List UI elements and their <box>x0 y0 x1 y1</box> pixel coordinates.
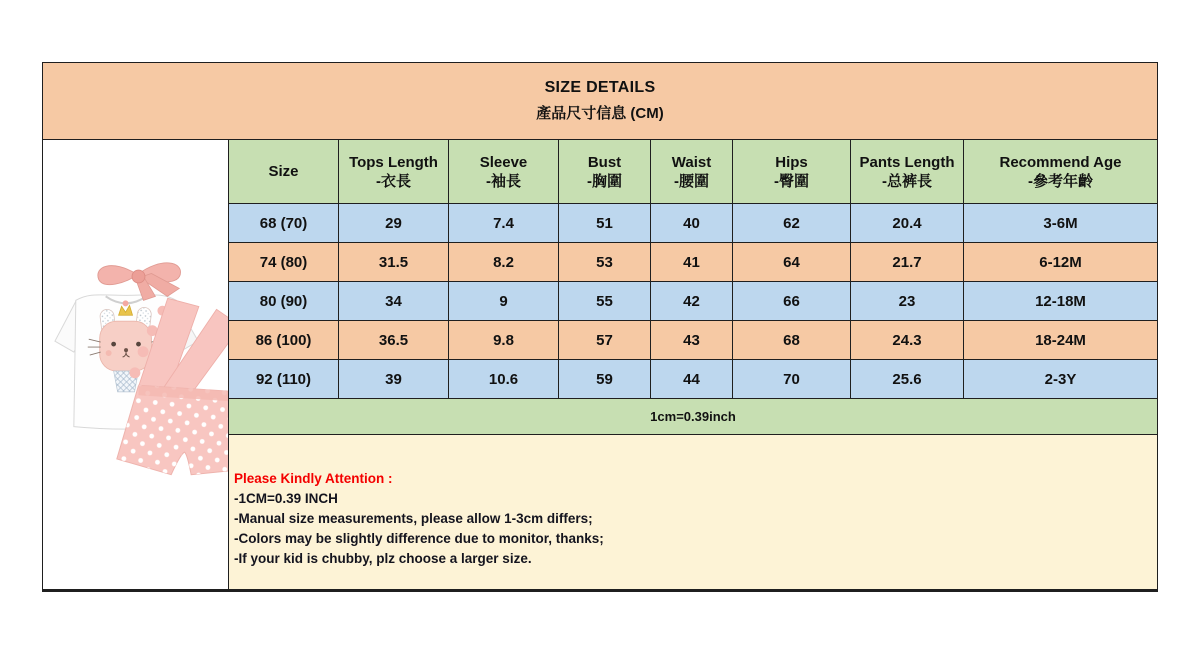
table-cell: 39 <box>339 360 449 398</box>
table-cell: 68 <box>733 321 851 359</box>
col-header-sleeve: Sleeve -袖長 <box>449 140 559 203</box>
table-cell: 2-3Y <box>1044 370 1077 388</box>
table-cell: 36.5 <box>339 321 449 359</box>
attention-line: -Colors may be slightly difference due to monitor, thanks; <box>234 531 604 546</box>
table-cell: 20.4 <box>851 204 964 242</box>
table-cell: 80 (90) <box>229 282 339 320</box>
col-header-recommend-age: Recommend Age -參考年齡 <box>999 153 1122 190</box>
table-row <box>229 360 1157 399</box>
table-cell: 18-24M <box>1035 331 1086 349</box>
attention-heading: Please Kindly Attention : <box>234 471 393 486</box>
table-cell: 10.6 <box>449 360 559 398</box>
table-cell: 3-6M <box>1043 214 1078 232</box>
table-cell: 57 <box>559 321 651 359</box>
sheet-body <box>43 140 1157 589</box>
attention-line: -1CM=0.39 INCH <box>234 491 338 506</box>
table-cell: 51 <box>559 204 651 242</box>
table-cell: 23 <box>851 282 964 320</box>
table-cell: 12-18M <box>1035 292 1086 310</box>
table-cell: 9.8 <box>449 321 559 359</box>
size-chart-sheet <box>42 62 1158 592</box>
table-cell: 55 <box>559 282 651 320</box>
col-header-waist: Waist -腰圍 <box>651 140 733 203</box>
table-cell: 24.3 <box>851 321 964 359</box>
table-row <box>229 204 1157 243</box>
table-row <box>229 282 1157 321</box>
col-header-hips: Hips -臀圍 <box>733 140 851 203</box>
col-header-bust: Bust -胸圍 <box>559 140 651 203</box>
table-cell: 92 (110) <box>229 360 339 398</box>
page-title-chinese: 產品尺寸信息 (CM) <box>536 105 664 122</box>
table-cell: 68 (70) <box>229 204 339 242</box>
table-cell: 64 <box>733 243 851 281</box>
title-band <box>43 63 1157 140</box>
size-table <box>229 140 1157 589</box>
table-cell: 42 <box>651 282 733 320</box>
table-row <box>229 243 1157 282</box>
table-cell: 43 <box>651 321 733 359</box>
attention-notes <box>229 435 1157 589</box>
col-header-size: Size <box>229 140 339 203</box>
table-cell: 6-12M <box>1039 253 1082 271</box>
table-cell: 34 <box>339 282 449 320</box>
table-cell: 21.7 <box>851 243 964 281</box>
table-cell: 29 <box>339 204 449 242</box>
page-title: SIZE DETAILS <box>544 79 656 96</box>
col-header-tops-length: Tops Length -衣長 <box>339 140 449 203</box>
table-cell: 59 <box>559 360 651 398</box>
table-cell: 8.2 <box>449 243 559 281</box>
product-photo-cell <box>43 140 229 589</box>
table-cell: 31.5 <box>339 243 449 281</box>
table-cell: 53 <box>559 243 651 281</box>
table-row <box>229 321 1157 360</box>
table-cell: 62 <box>733 204 851 242</box>
table-cell: 74 (80) <box>229 243 339 281</box>
table-cell: 7.4 <box>449 204 559 242</box>
table-header-row <box>229 140 1157 204</box>
attention-line: -Manual size measurements, please allow 1-3cm differs; <box>234 511 593 526</box>
product-photo <box>43 140 228 589</box>
table-cell: 9 <box>449 282 559 320</box>
attention-line: -If your kid is chubby, plz choose a larger size. <box>234 551 532 566</box>
table-cell: 70 <box>733 360 851 398</box>
col-header-pants-length: Pants Length -总裤長 <box>851 140 964 203</box>
table-cell: 40 <box>651 204 733 242</box>
conversion-note: 1cm=0.39inch <box>229 399 1157 435</box>
table-cell: 41 <box>651 243 733 281</box>
table-cell: 25.6 <box>851 360 964 398</box>
table-cell: 66 <box>733 282 851 320</box>
table-cell: 86 (100) <box>229 321 339 359</box>
table-cell: 44 <box>651 360 733 398</box>
